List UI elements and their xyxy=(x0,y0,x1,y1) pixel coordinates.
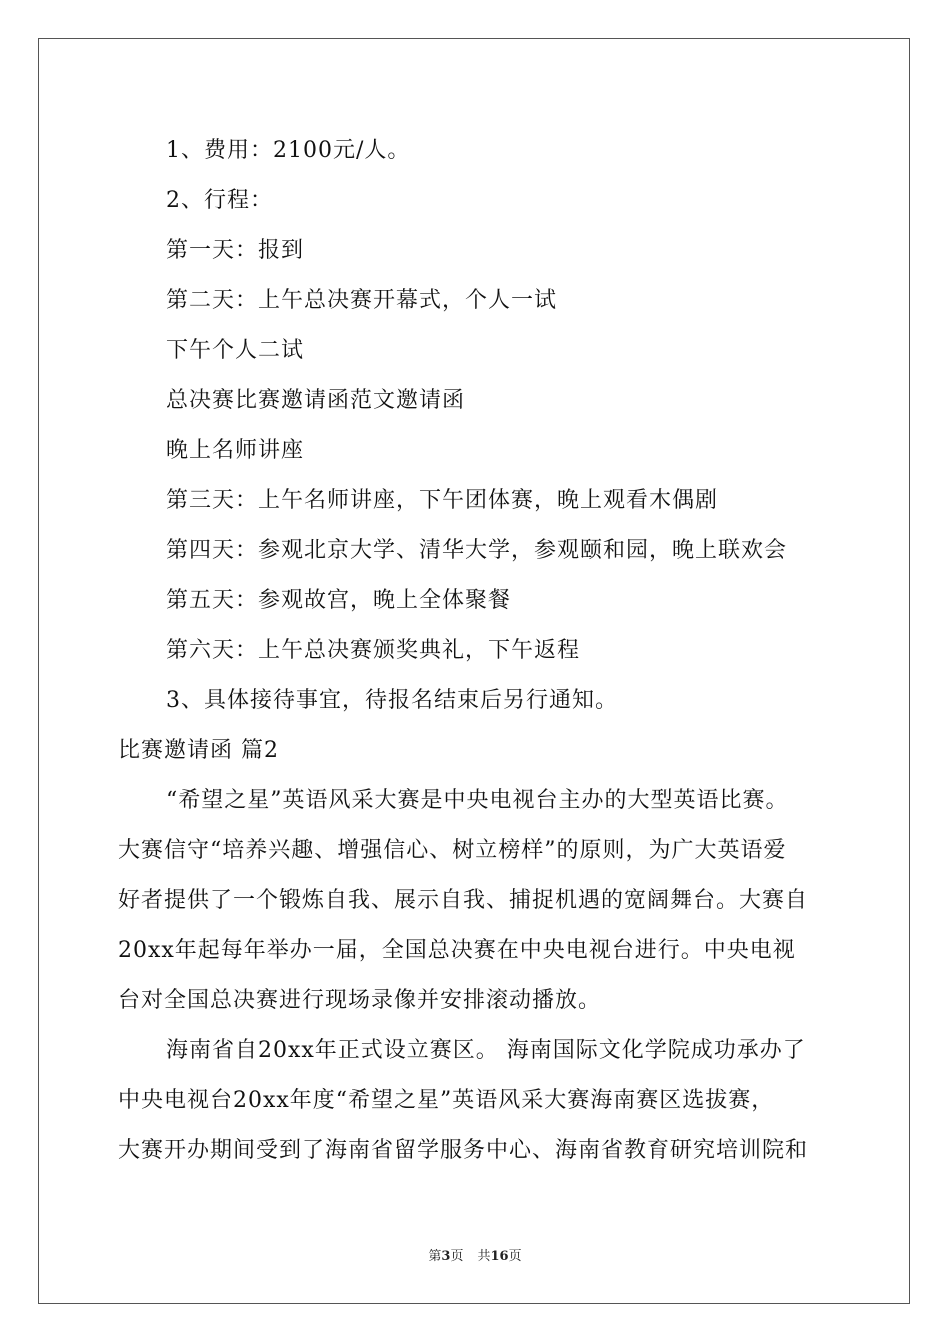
total-prefix: 共 xyxy=(477,1249,491,1264)
page-footer xyxy=(0,1248,950,1266)
cost-line: 1、费用：2100元/人。 xyxy=(166,138,411,163)
paragraph2-line: 大赛开办期间受到了海南省留学服务中心、海南省教育研究培训院和 xyxy=(118,1138,809,1163)
paragraph2-line: 中央电视台20xx年度“希望之星”英语风采大赛海南赛区选拔赛， xyxy=(118,1088,775,1113)
paragraph1-line: 好者提供了一个锻炼自我、展示自我、捕捉机遇的宽阔舞台。大赛自 xyxy=(118,888,809,913)
paragraph1-line: 台对全国总决赛进行现场录像并安排滚动播放。 xyxy=(118,988,602,1013)
day2-afternoon-line: 下午个人二试 xyxy=(166,338,305,363)
page-number: 3 xyxy=(441,1249,451,1264)
reception-line: 3、具体接待事宜，待报名结束后另行通知。 xyxy=(166,688,618,713)
section-title: 比赛邀请函 篇2 xyxy=(118,738,279,763)
paragraph1-line: “希望之星”英语风采大赛是中央电视台主办的大型英语比赛。 xyxy=(166,788,789,813)
day4-line: 第四天：参观北京大学、清华大学，参观颐和园，晚上联欢会 xyxy=(166,538,788,563)
day2-evening-line: 晚上名师讲座 xyxy=(166,438,305,463)
schedule-heading: 2、行程： xyxy=(166,188,273,213)
paragraph2-line: 海南省自20xx年正式设立赛区。 海南国际文化学院成功承办了 xyxy=(166,1038,806,1063)
inserted-title-line: 总决赛比赛邀请函范文邀请函 xyxy=(166,388,466,413)
day5-line: 第五天：参观故宫，晚上全体聚餐 xyxy=(166,588,512,613)
day2-line: 第二天：上午总决赛开幕式，个人一试 xyxy=(166,288,558,313)
day6-line: 第六天：上午总决赛颁奖典礼，下午返程 xyxy=(166,638,581,663)
page-prefix: 第 xyxy=(428,1249,442,1264)
paragraph1-line: 20xx年起每年举办一届，全国总决赛在中央电视台进行。中央电视 xyxy=(118,938,796,963)
paragraph1-line: 大赛信守“培养兴趣、增强信心、树立榜样”的原则，为广大英语爱 xyxy=(118,838,787,863)
day1-line: 第一天：报到 xyxy=(166,238,305,263)
page-suffix: 页 xyxy=(450,1249,464,1264)
day3-line: 第三天：上午名师讲座，下午团体赛，晚上观看木偶剧 xyxy=(166,488,719,513)
total-pages: 16 xyxy=(490,1249,509,1264)
total-suffix: 页 xyxy=(508,1249,522,1264)
